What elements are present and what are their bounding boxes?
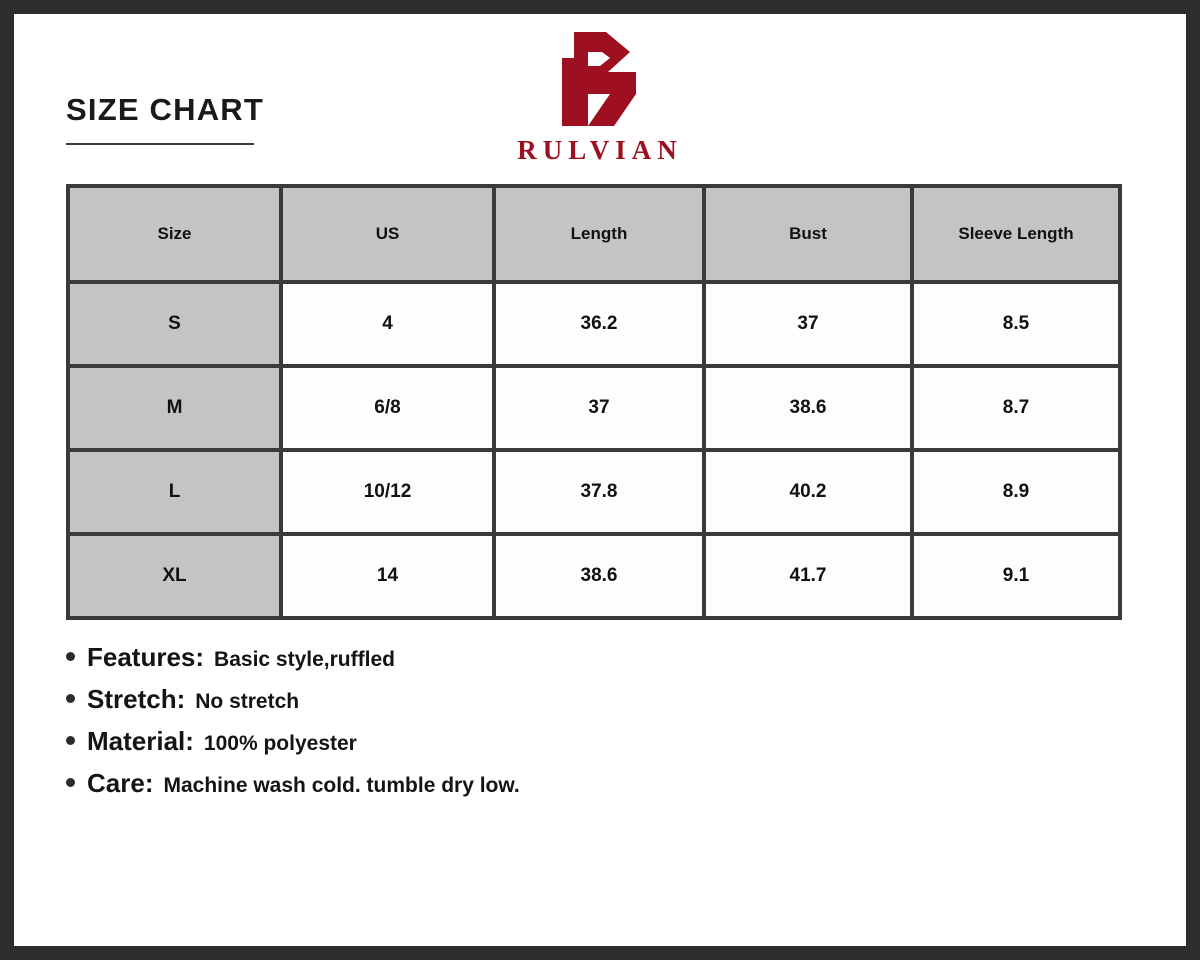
cell-length: 37 <box>494 366 704 450</box>
table-head <box>68 186 1120 282</box>
table-row <box>68 450 1120 534</box>
cell-sleeve-length: 8.7 <box>912 366 1120 450</box>
bullet-icon <box>66 736 75 745</box>
table-header-row <box>68 186 1120 282</box>
column-header-size: Size <box>68 186 281 282</box>
column-header-us: US <box>281 186 494 282</box>
bullet-icon <box>66 694 75 703</box>
list-item <box>66 642 1186 673</box>
rulvian-monogram-icon <box>544 30 656 133</box>
cell-length: 36.2 <box>494 282 704 366</box>
cell-sleeve-length: 9.1 <box>912 534 1120 618</box>
detail-value-material: 100% polyester <box>203 732 357 755</box>
detail-label-features: Features: <box>87 642 205 672</box>
column-header-bust: Bust <box>704 186 912 282</box>
cell-bust: 41.7 <box>704 534 912 618</box>
list-item <box>66 768 1186 799</box>
document-inner <box>14 14 1186 946</box>
list-item <box>66 726 1186 757</box>
cell-us: 14 <box>281 534 494 618</box>
table-body <box>68 282 1120 618</box>
cell-bust: 38.6 <box>704 366 912 450</box>
table-row <box>68 282 1120 366</box>
cell-sleeve-length: 8.5 <box>912 282 1120 366</box>
cell-length: 37.8 <box>494 450 704 534</box>
cell-us: 10/12 <box>281 450 494 534</box>
detail-label-stretch: Stretch: <box>87 684 186 714</box>
detail-value-stretch: No stretch <box>195 690 300 713</box>
cell-size: XL <box>68 534 281 618</box>
column-header-length: Length <box>494 186 704 282</box>
cell-us: 4 <box>281 282 494 366</box>
detail-label-care: Care: <box>87 768 154 798</box>
bullet-icon <box>66 652 75 661</box>
cell-sleeve-length: 8.9 <box>912 450 1120 534</box>
bullet-icon <box>66 778 75 787</box>
detail-label-material: Material: <box>87 726 194 756</box>
brand-name: RULVIAN <box>517 135 683 165</box>
page-title: SIZE CHART <box>66 92 264 127</box>
detail-value-care: Machine wash cold. tumble dry low. <box>163 774 520 797</box>
brand-block <box>14 30 1186 166</box>
column-header-sleeve-length: Sleeve Length <box>912 186 1120 282</box>
cell-length: 38.6 <box>494 534 704 618</box>
table-row <box>68 366 1120 450</box>
cell-us: 6/8 <box>281 366 494 450</box>
table-row <box>68 534 1120 618</box>
document-header <box>14 14 1186 174</box>
cell-bust: 37 <box>704 282 912 366</box>
size-table-wrapper <box>66 184 1134 620</box>
cell-size: L <box>68 450 281 534</box>
cell-bust: 40.2 <box>704 450 912 534</box>
detail-value-features: Basic style,ruffled <box>214 648 395 671</box>
size-table <box>66 184 1122 620</box>
cell-size: S <box>68 282 281 366</box>
details-list <box>66 642 1186 799</box>
list-item <box>66 684 1186 715</box>
cell-size: M <box>68 366 281 450</box>
